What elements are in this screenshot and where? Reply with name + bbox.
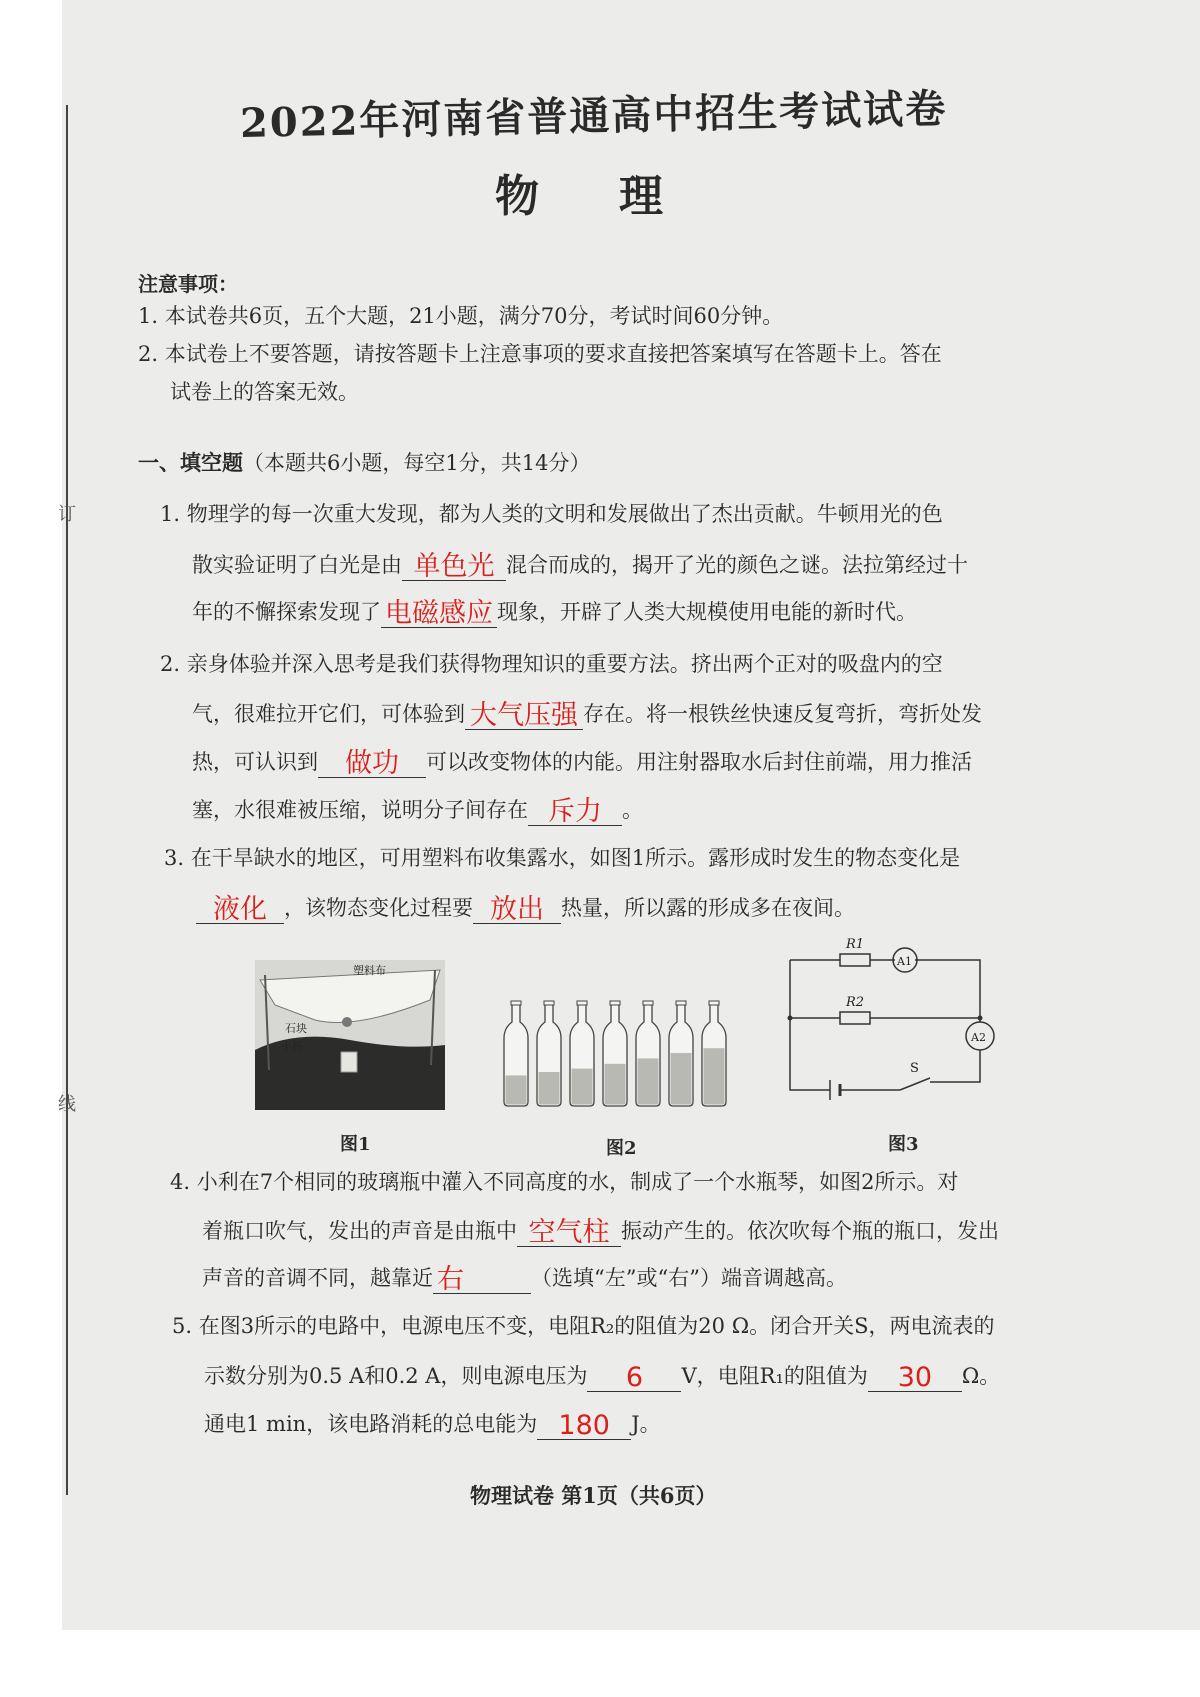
q3-answer-1: 液化 bbox=[196, 896, 284, 924]
q5-l3-pre: 通电1 min，该电路消耗的总电能为 bbox=[204, 1412, 538, 1436]
q1-answer-2: 电磁感应 bbox=[381, 600, 497, 628]
fig2-bottle bbox=[636, 1001, 660, 1106]
figure-2 bbox=[500, 1000, 730, 1110]
notes-item-2-line2: 试卷上的答案无效。 bbox=[170, 380, 359, 404]
q4-line2 bbox=[202, 1219, 999, 1247]
q5-answer-1: 6 bbox=[587, 1364, 681, 1392]
q2-answer-3: 斥力 bbox=[528, 798, 622, 826]
q2-line2 bbox=[192, 702, 982, 730]
q5-line3 bbox=[204, 1412, 661, 1440]
fig3-label-a1: A1 bbox=[897, 955, 912, 968]
margin-mark-1: 订 bbox=[58, 504, 76, 525]
section-1-title: 一、填空题 bbox=[138, 450, 243, 475]
fig2-bottle-water bbox=[506, 1075, 527, 1104]
fig3-node-right bbox=[978, 1016, 983, 1021]
q1-answer-1: 单色光 bbox=[402, 553, 506, 581]
q5-line1: 5. 在图3所示的电路中，电源电压不变，电阻R₂的阻值为20 Ω。闭合开关S，两电流表的 bbox=[172, 1314, 995, 1338]
fig3-label-a2: A2 bbox=[971, 1031, 986, 1044]
fig2-bottle-mouth bbox=[511, 1001, 521, 1005]
fig2-bottle bbox=[702, 1001, 726, 1106]
notes-item-1: 1. 本试卷共6页，五个大题，21小题，满分70分，考试时间60分钟。 bbox=[138, 304, 784, 328]
figure-3-caption: 图3 bbox=[888, 1134, 919, 1155]
q5-l2-pre: 示数分别为0.5 A和0.2 A，则电源电压为 bbox=[204, 1364, 588, 1388]
q2-answer-2: 做功 bbox=[318, 750, 426, 778]
fig3-switch bbox=[900, 1078, 930, 1090]
fig2-bottle bbox=[669, 1001, 693, 1106]
q2-l3-pre: 热，可认识到 bbox=[192, 750, 318, 774]
exam-subject: 物理 bbox=[495, 171, 743, 222]
fig2-bottle-water bbox=[704, 1048, 725, 1104]
q5-answer-2: 30 bbox=[868, 1364, 962, 1392]
q2-answer-1: 大气压强 bbox=[465, 702, 583, 730]
figure-1-caption: 图1 bbox=[340, 1134, 371, 1155]
q3-l2-mid: ，该物态变化过程要 bbox=[284, 896, 473, 920]
fig3-wire-right bbox=[915, 960, 980, 1022]
q2-l2-post: 存在。将一根铁丝快速反复弯折，弯折处发 bbox=[583, 702, 982, 726]
exam-title: 2022年河南省普通高中招生考试试卷 bbox=[239, 85, 948, 147]
figure-2-caption: 图2 bbox=[606, 1138, 637, 1159]
section-1-info: （本题共6小题，每空1分，共14分） bbox=[243, 451, 591, 475]
q4-answer-2: 右 bbox=[433, 1266, 531, 1294]
q5-line2 bbox=[204, 1364, 1000, 1392]
q4-line3 bbox=[202, 1266, 847, 1294]
fig2-bottle-water bbox=[572, 1069, 593, 1105]
q3-line2 bbox=[196, 896, 855, 924]
q2-l2-pre: 气，很难拉开它们，可体验到 bbox=[192, 702, 465, 726]
q3-l2-post: 热量，所以露的形成多在夜间。 bbox=[561, 896, 855, 920]
q5-l2-mid: V，电阻R₁的阻值为 bbox=[681, 1364, 868, 1388]
q1-line3 bbox=[192, 600, 917, 628]
q4-line1: 4. 小利在7个相同的玻璃瓶中灌入不同高度的水，制成了一个水瓶琴，如图2所示。对 bbox=[170, 1170, 959, 1194]
fig1-stone bbox=[342, 1017, 352, 1027]
fig1-label-stone: 石块 bbox=[285, 1022, 307, 1035]
fig2-bottle-water bbox=[638, 1058, 659, 1104]
fig2-bottle-mouth bbox=[577, 1001, 587, 1005]
q4-answer-1: 空气柱 bbox=[517, 1219, 621, 1247]
fig1-label-cup: 小杯 bbox=[281, 1040, 303, 1053]
q2-line1: 2. 亲身体验并深入思考是我们获得物理知识的重要方法。挤出两个正对的吸盘内的空 bbox=[160, 652, 943, 676]
q5-l2-post: Ω。 bbox=[961, 1364, 1001, 1388]
q5-answer-3: 180 bbox=[537, 1412, 631, 1440]
fig1-cup bbox=[341, 1052, 357, 1072]
fig2-bottle bbox=[504, 1001, 528, 1106]
q2-line3 bbox=[192, 750, 972, 778]
fig2-bottle-mouth bbox=[643, 1001, 653, 1005]
q1-line2 bbox=[192, 553, 968, 581]
fig3-wire-left bbox=[790, 960, 830, 1090]
notes-heading: 注意事项： bbox=[138, 272, 238, 296]
fig3-node-left bbox=[788, 1016, 793, 1021]
fig3-label-r2: R2 bbox=[846, 995, 865, 1010]
q3-answer-2: 放出 bbox=[473, 896, 561, 924]
q4-l3-post: （选填“左”或“右”）端音调越高。 bbox=[531, 1266, 847, 1290]
fig1-label-plastic: 塑料布 bbox=[353, 964, 386, 977]
fig2-bottle-water bbox=[671, 1053, 692, 1105]
fig2-bottle-mouth bbox=[676, 1001, 686, 1005]
binding-line bbox=[66, 105, 68, 1495]
fig2-bottle-mouth bbox=[544, 1001, 554, 1005]
fig3-wire-bottom-right bbox=[930, 1050, 980, 1082]
fig2-bottle-water bbox=[605, 1064, 626, 1105]
page-footer: 物理试卷 第1页（共6页） bbox=[470, 1483, 717, 1508]
q1-l3-post: 现象，开辟了人类大规模使用电能的新时代。 bbox=[497, 600, 917, 624]
q2-l3-post: 可以改变物体的内能。用注射器取水后封住前端，用力推活 bbox=[426, 750, 972, 774]
fig3-resistor-r2 bbox=[840, 1012, 870, 1024]
fig3-label-switch: S bbox=[910, 1061, 919, 1076]
q2-l4-post: 。 bbox=[622, 798, 643, 822]
q3-line1: 3. 在干旱缺水的地区，可用塑料布收集露水，如图1所示。露形成时发生的物态变化是 bbox=[164, 846, 961, 870]
fig2-bottle bbox=[570, 1001, 594, 1106]
q4-l2-post: 振动产生的。依次吹每个瓶的瓶口，发出 bbox=[621, 1219, 999, 1243]
fig2-bottle bbox=[603, 1001, 627, 1106]
q2-line4 bbox=[192, 798, 643, 826]
q2-l4-pre: 塞，水很难被压缩，说明分子间存在 bbox=[192, 798, 528, 822]
fig3-label-r1: R1 bbox=[846, 937, 865, 952]
section-1-heading bbox=[138, 452, 590, 474]
notes-item-2-line1: 2. 本试卷上不要答题，请按答题卡上注意事项的要求直接把答案填写在答题卡上。答在 bbox=[138, 342, 942, 366]
q4-l3-pre: 声音的音调不同，越靠近 bbox=[202, 1266, 433, 1290]
fig3-resistor-r1 bbox=[840, 954, 870, 966]
q4-l2-pre: 着瓶口吹气，发出的声音是由瓶中 bbox=[202, 1219, 517, 1243]
q1-l3-pre: 年的不懈探索发现了 bbox=[192, 600, 381, 624]
q5-l3-post: J。 bbox=[631, 1412, 661, 1436]
q1-l2-pre: 散实验证明了白光是由 bbox=[192, 553, 402, 577]
q1-line1: 1. 物理学的每一次重大发现，都为人类的文明和发展做出了杰出贡献。牛顿用光的色 bbox=[160, 502, 943, 526]
fig2-bottle-mouth bbox=[709, 1001, 719, 1005]
figure-3 bbox=[790, 930, 1000, 1105]
margin-mark-2: 线 bbox=[58, 1094, 76, 1115]
q1-l2-post: 混合而成的，揭开了光的颜色之谜。法拉第经过十 bbox=[506, 553, 968, 577]
fig2-bottle-mouth bbox=[610, 1001, 620, 1005]
figure-1 bbox=[255, 960, 445, 1110]
fig2-bottle-water bbox=[539, 1072, 560, 1105]
fig2-bottle bbox=[537, 1001, 561, 1106]
